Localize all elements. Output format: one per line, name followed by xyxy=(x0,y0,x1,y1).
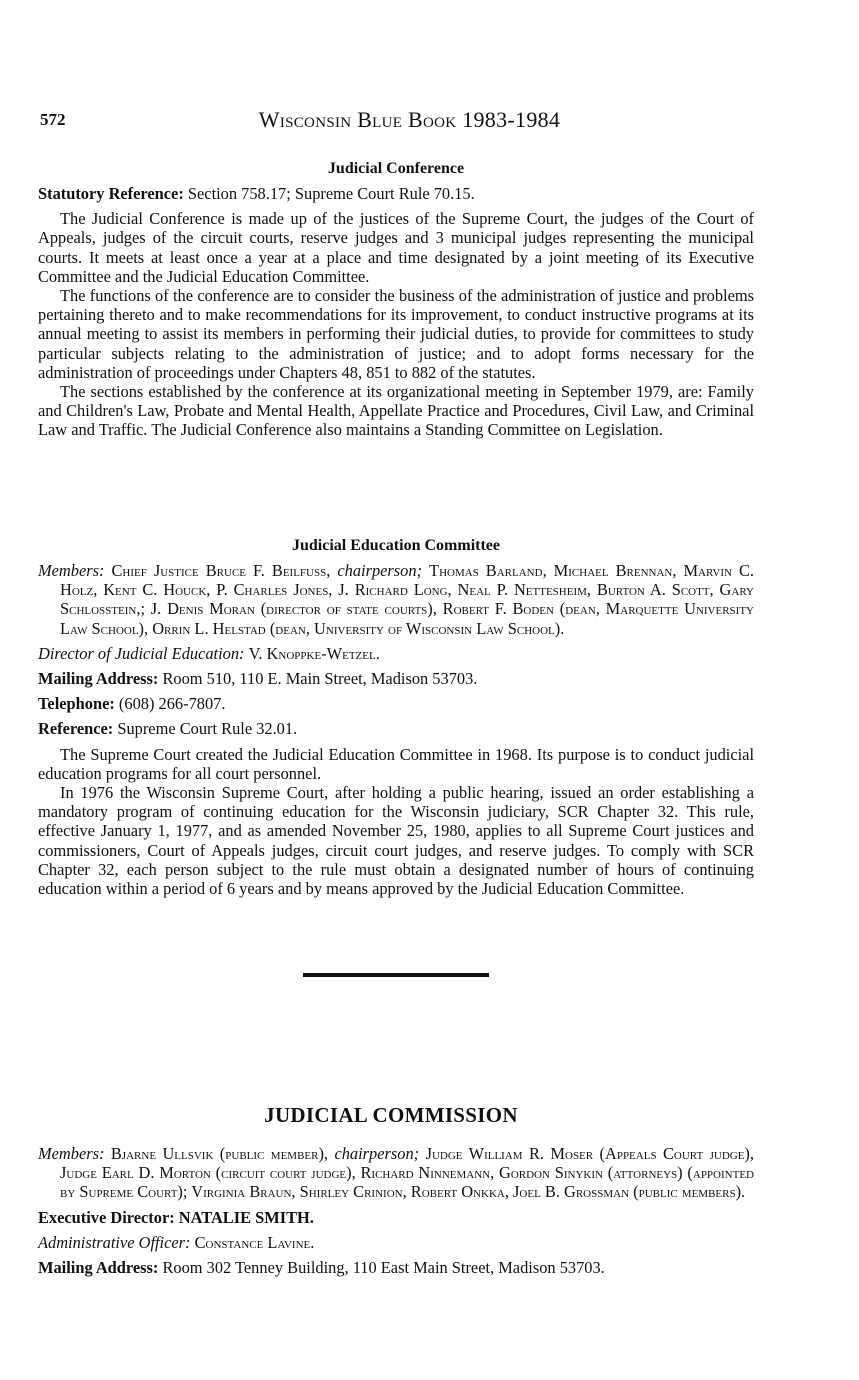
section-heading: Judicial Conference xyxy=(327,160,465,177)
paragraph: The Supreme Court created the Judicial Education Committee in 1968. Its purpose is to conduct judicial education programs for all court personnel. xyxy=(38,744,754,783)
mailing-text: Room 302 Tenney Building, 110 East Main Street, Madison 53703. xyxy=(162,1258,605,1278)
members-list xyxy=(38,1144,754,1202)
exec-name: NATALIE SMITH. xyxy=(178,1207,314,1227)
director-name: V. Knoppke-Wetzel. xyxy=(248,643,380,663)
administrative-officer xyxy=(38,1233,754,1252)
exec-label: Executive Director: xyxy=(38,1207,175,1227)
paragraph: The sections established by the conference at its organizational meeting in September 1979, are: Family and Children's Law, Probate and Mental Health, Appellate Practice and Procedures, Civil Law, and Criminal Law and Traffic. The Judicial Conference also maintains a Standing Committee on Legislation. xyxy=(38,382,754,440)
page-number: 572 xyxy=(40,110,66,129)
executive-director xyxy=(38,1208,754,1227)
mailing-address xyxy=(38,1258,754,1277)
members-list xyxy=(38,561,754,638)
telephone-text: (608) 266-7807. xyxy=(118,694,226,714)
statutory-text: Section 758.17; Supreme Court Rule 70.15. xyxy=(187,184,475,203)
statutory-reference xyxy=(38,184,754,203)
chair-word: chairperson; xyxy=(337,561,423,580)
members-label: Members: xyxy=(38,1144,105,1163)
judicial-education-section xyxy=(38,537,754,898)
major-heading: JUDICIAL COMMISSION xyxy=(264,1103,518,1127)
reference-label: Reference: xyxy=(38,719,114,739)
paragraph: The Judicial Conference is made up of the justices of the Supreme Court, the judges of the Court of Appeals, judges of the circuit courts, reserve judges and 3 municipal judges representing the municipal courts. It meets at least once a year at a place and time designated by a joint meeting of its Executive Committee and the Judicial Education Committee. xyxy=(38,209,754,286)
members-rest: Thomas Barland, Michael Brennan, Marvin C. Holz, Kent C. Houck, P. Charles Jones, J. Richard Long, Neal P. Nettesheim, Burton A. Scott, Gary Schlosstein,; J. Denis Moran (director of state courts), Robert F. Boden (dean, Marquette University Law School), Orrin L. Helstad (dean, University of Wisconsin Law School). xyxy=(60,561,754,638)
mailing-label: Mailing Address: xyxy=(38,669,159,689)
mailing-address xyxy=(38,669,754,688)
judicial-commission-section xyxy=(38,1144,754,1277)
paragraph: The functions of the conference are to consider the business of the administration of justice and problems pertaining thereto and to make recommendations for its improvement, to conduct instructive programs at its annual meeting to assist its members in performing their judicial duties, to provide for committees to study particular subjects relating to the administration of justice; and to adopt forms necessary for the administration of proceedings under Chapters 48, 851 to 882 of the statutes. xyxy=(38,286,754,382)
admin-label: Administrative Officer: xyxy=(38,1232,191,1252)
reference-text: Supreme Court Rule 32.01. xyxy=(117,719,298,739)
chair-word: chairperson; xyxy=(334,1144,420,1163)
section-divider xyxy=(303,973,489,977)
mailing-label: Mailing Address: xyxy=(38,1258,159,1278)
members-rest: Judge William R. Moser (Appeals Court judge), Judge Earl D. Morton (circuit court judge), Richard Ninnemann, Gordon Sinykin (attorneys) (appointed by Supreme Court); Virginia Braun, Shirley Crinion, Robert Onkka, Joel B. Grossman (public members). xyxy=(60,1144,754,1202)
admin-name: Constance Lavine. xyxy=(194,1232,315,1252)
running-head: Wisconsin Blue Book 1983-1984 xyxy=(258,107,561,132)
telephone-label: Telephone: xyxy=(38,694,115,714)
reference xyxy=(38,719,754,738)
members-label: Members: xyxy=(38,561,105,580)
section-heading: Judicial Education Committee xyxy=(292,537,500,554)
telephone xyxy=(38,694,754,713)
members-lead: Bjarne Ullsvik (public member), xyxy=(110,1144,329,1163)
mailing-text: Room 510, 110 E. Main Street, Madison 53703. xyxy=(162,669,478,689)
paragraph: In 1976 the Wisconsin Supreme Court, after holding a public hearing, issued an order establishing a mandatory program of continuing education for the Wisconsin judiciary, SCR Chapter 32. This rule, effective January 1, 1977, and as amended November 25, 1980, applies to all Supreme Court justices and commissioners, Court of Appeals judges, circuit court judges, and reserve judges. To comply with SCR Chapter 32, each person subject to the rule must obtain a designated number of hours of continuing education within a period of 6 years and by means approved by the Judicial Education Committee. xyxy=(38,783,754,899)
judicial-conference-section xyxy=(38,160,754,440)
director-label: Director of Judicial Education: xyxy=(38,643,245,663)
statutory-label: Statutory Reference: xyxy=(38,184,184,203)
members-lead: Chief Justice Bruce F. Beilfuss, xyxy=(111,561,331,580)
director-line xyxy=(38,644,754,663)
